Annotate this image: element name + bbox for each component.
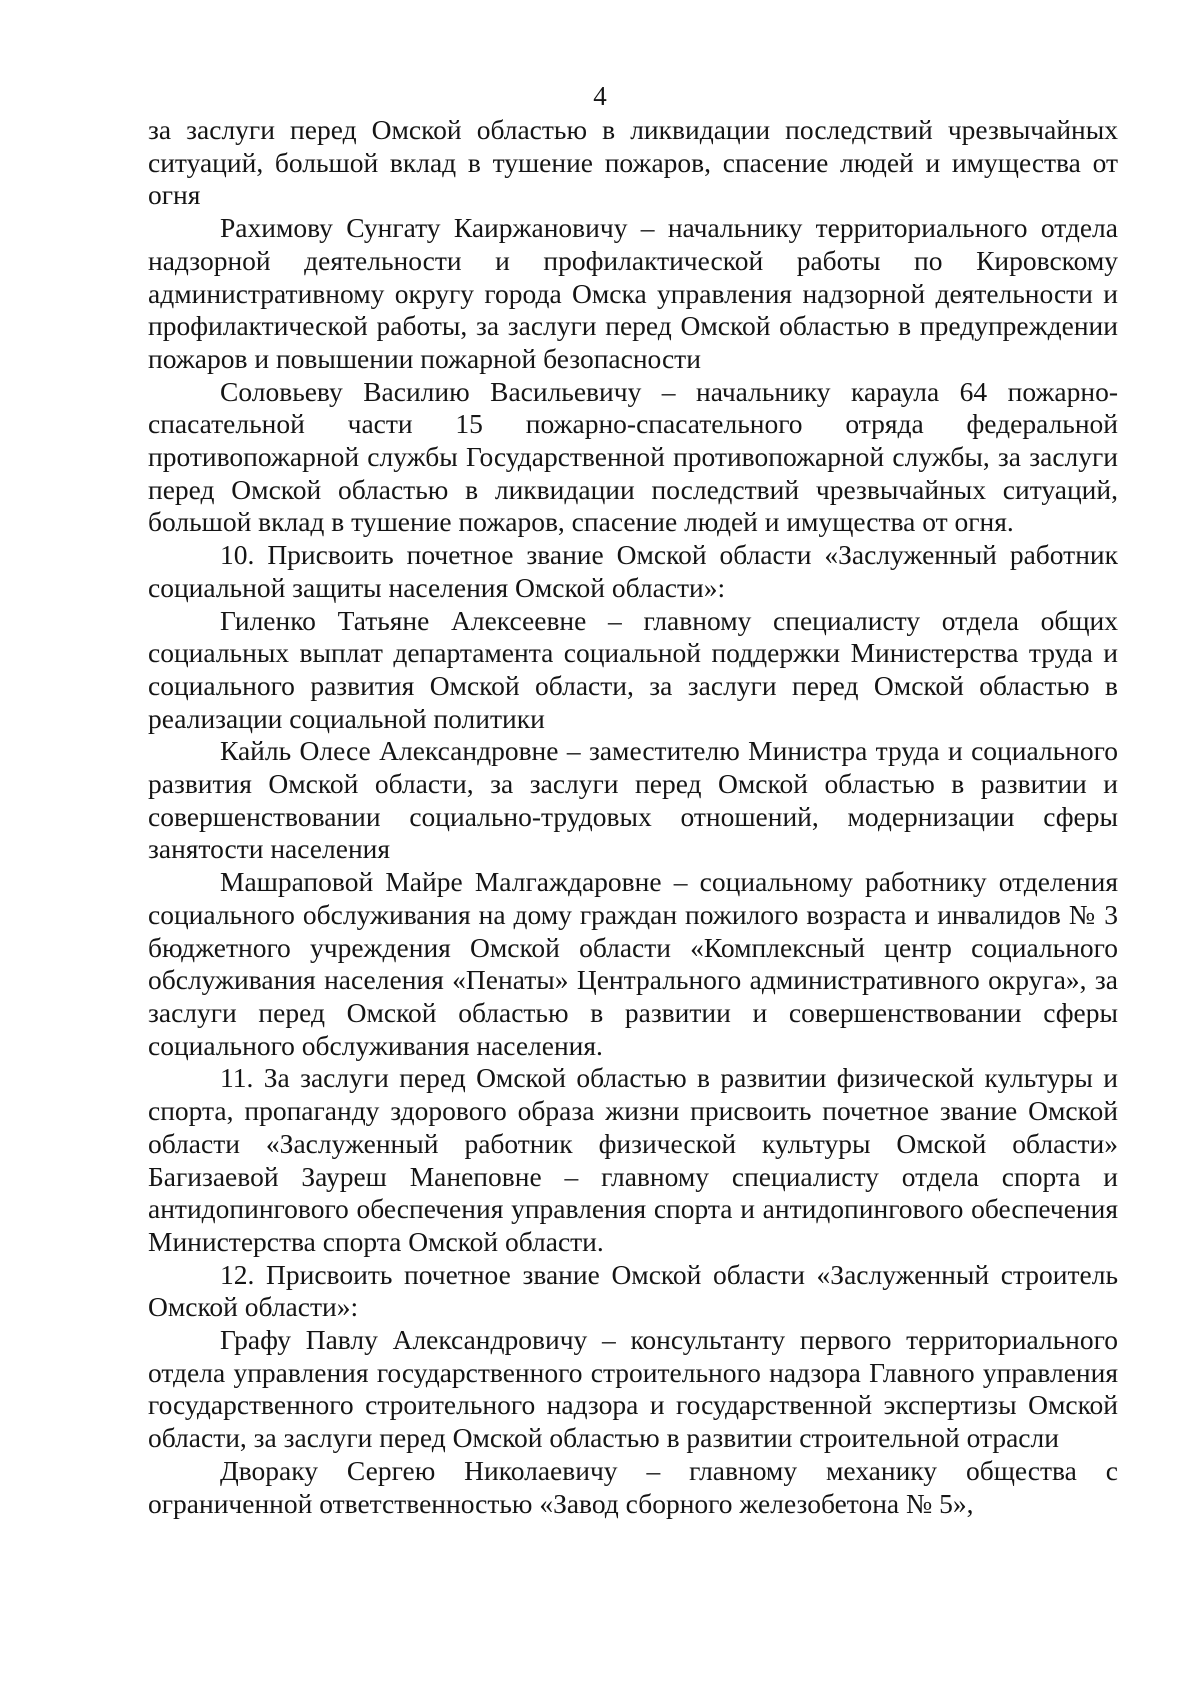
paragraph-rakhimov: Рахимову Сунгату Каиржановичу – начальнику территориального отдела надзорной деятельности и профилактической работы по Кировскому административному округу города Омска управления надзорной деятельности и профилактической работы, за заслуги перед Омской областью в предупреждении пожаров и повышении пожарной безопасности (148, 212, 1118, 374)
paragraph-mashrapova: Машраповой Майре Малгаждаровне – социальному работнику отделения социального обслуживания на дому граждан пожилого возраста и инвалидов № 3 бюджетного учреждения Омской области «Комплексный центр социального обслуживания населения «Пенаты» Центрального административного округа», за заслуги перед Омской областью в развитии и совершенствовании сферы социального обслуживания населения. (148, 866, 1118, 1061)
paragraph-gilenko: Гиленко Татьяне Алексеевне – главному специалисту отдела общих социальных выплат департамента социальной поддержки Министерства труда и социального развития Омской области, за заслуги перед Омской областью в реализации социальной политики (148, 604, 1118, 734)
paragraph-item-11: 11. За заслуги перед Омской областью в развитии физической культуры и спорта, пропаганду здорового образа жизни присвоить почетное звание Омской области «Заслуженный работник физической культуры Омской области» Багизаевой Зауреш Манеповне – главному специалисту отдела спорта и антидопингового обеспечения управления спорта и антидопингового обеспечения Министерства спорта Омской области. (148, 1062, 1118, 1257)
paragraph-award-reason-continuation: за заслуги перед Омской областью в ликвидации последствий чрезвычайных ситуаций, большой вклад в тушение пожаров, спасение людей и имущества от огня (148, 114, 1118, 211)
paragraph-solovyev: Соловьеву Василию Васильевичу – начальнику караула 64 пожарно-спасательной части 15 пожарно-спасательного отряда федеральной противопожарной службы Государственной противопожарной службы, за заслуги перед Омской областью в ликвидации последствий чрезвычайных ситуаций, большой вклад в тушение пожаров, спасение людей и имущества от огня. (148, 375, 1118, 538)
page-number: 4 (593, 81, 607, 111)
paragraph-kail: Кайль Олесе Александровне – заместителю Министра труда и социального развития Омской области, за заслуги перед Омской областью в развитии и совершенствовании социально-трудовых отношений, модернизации сферы занятости населения (148, 735, 1118, 865)
paragraph-graf: Графу Павлу Александровичу – консультанту первого территориального отдела управления государственного строительного надзора Главного управления государственного строительного надзора и государственной экспертизы Омской области, за заслуги перед Омской областью в развитии строительной отрасли (148, 1324, 1118, 1454)
paragraph-dvorak: Двораку Сергею Николаевичу – главному механику общества с ограниченной ответственностью «Завод сборного железобетона № 5», (148, 1454, 1118, 1519)
document-body (148, 114, 1118, 1520)
paragraph-item-12: 12. Присвоить почетное звание Омской области «Заслуженный строитель Омской области»: (148, 1258, 1118, 1323)
paragraph-item-10: 10. Присвоить почетное звание Омской области «Заслуженный работник социальной защиты населения Омской области»: (148, 539, 1118, 603)
